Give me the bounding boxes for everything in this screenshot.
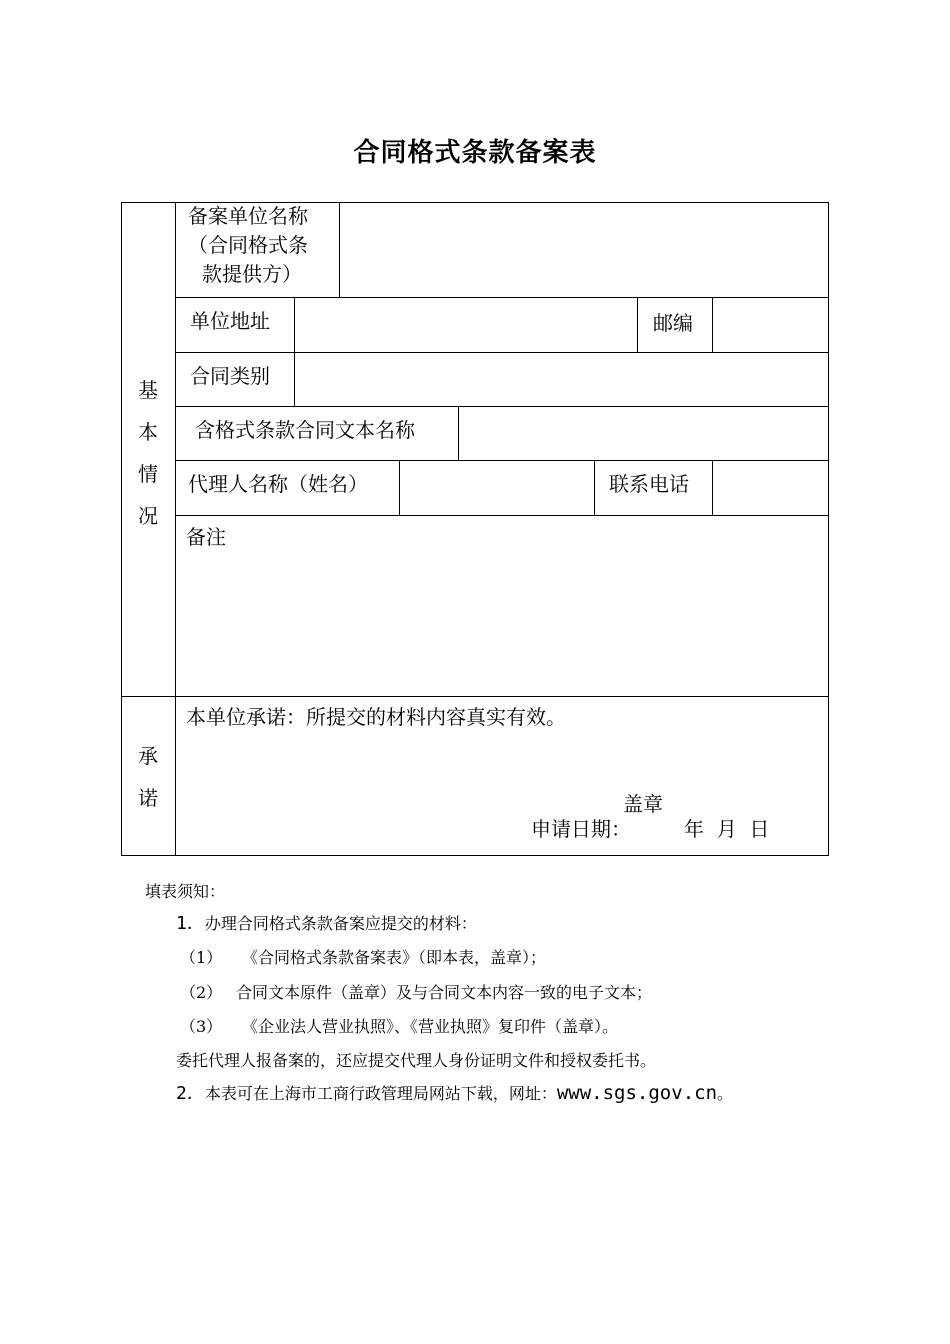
notes-item-1: 1．办理合同格式条款备案应提交的材料： — [176, 913, 477, 934]
unit-name-field[interactable] — [341, 203, 827, 297]
cell-divider — [712, 297, 713, 353]
website-url[interactable]: www.sgs.gov.cn — [556, 1082, 718, 1104]
postcode-label: 邮编 — [653, 311, 693, 335]
section-divider — [175, 202, 176, 856]
table-border-right — [828, 202, 829, 856]
seal-label: 盖章 — [623, 792, 663, 816]
cell-divider — [637, 297, 638, 353]
cell-divider — [294, 297, 295, 353]
notes-agent-requirement: 委托代理人报备案的，还应提交代理人身份证明文件和授权委托书。 — [176, 1051, 657, 1070]
cell-divider — [594, 460, 595, 516]
remark-field[interactable] — [177, 552, 827, 695]
promise-statement: 本单位承诺：所提交的材料内容真实有效。 — [186, 705, 566, 729]
cell-divider — [294, 352, 295, 407]
notes-item-2: 2．本表可在上海市工商行政管理局网站下载，网址：www.sgs.gov.cn。 — [176, 1082, 734, 1104]
contract-text-name-field[interactable] — [460, 407, 827, 460]
cell-divider — [458, 406, 459, 461]
contract-type-label: 合同类别 — [190, 364, 270, 388]
agent-name-field[interactable] — [401, 461, 593, 515]
address-label: 单位地址 — [190, 309, 270, 333]
unit-name-label: 备案单位名称 （合同格式条 款提供方） — [188, 204, 308, 286]
notes-heading: 填表须知： — [145, 882, 226, 901]
date-units: 年 月 日 — [684, 817, 770, 841]
row-divider — [175, 515, 829, 516]
section-label-basic: 基 本 情 况 — [138, 378, 158, 528]
remark-label: 备注 — [186, 525, 226, 549]
application-date-label: 申请日期： — [531, 817, 631, 841]
notes-sub-item-1: （1） 《合同格式条款备案表》（即本表，盖章）； — [180, 948, 547, 967]
contract-type-field[interactable] — [296, 353, 827, 406]
section-row-divider — [121, 696, 829, 697]
postcode-field[interactable] — [714, 298, 827, 352]
cell-divider — [712, 460, 713, 516]
notes-sub-item-3: （3） 《企业法人营业执照》、《营业执照》复印件（盖章）。 — [180, 1017, 619, 1036]
page-title: 合同格式条款备案表 — [353, 138, 597, 168]
contract-text-name-label: 含格式条款合同文本名称 — [195, 418, 415, 442]
section-label-promise: 承 诺 — [138, 744, 158, 810]
phone-label: 联系电话 — [609, 472, 689, 496]
table-border-bottom — [121, 855, 829, 856]
table-border-left — [121, 202, 122, 856]
agent-name-label: 代理人名称（姓名） — [188, 472, 368, 496]
phone-field[interactable] — [714, 461, 827, 515]
cell-divider — [399, 460, 400, 516]
cell-divider — [339, 202, 340, 298]
address-field[interactable] — [296, 298, 636, 352]
notes-sub-item-2: （2） 合同文本原件（盖章）及与合同文本内容一致的电子文本； — [180, 983, 653, 1002]
